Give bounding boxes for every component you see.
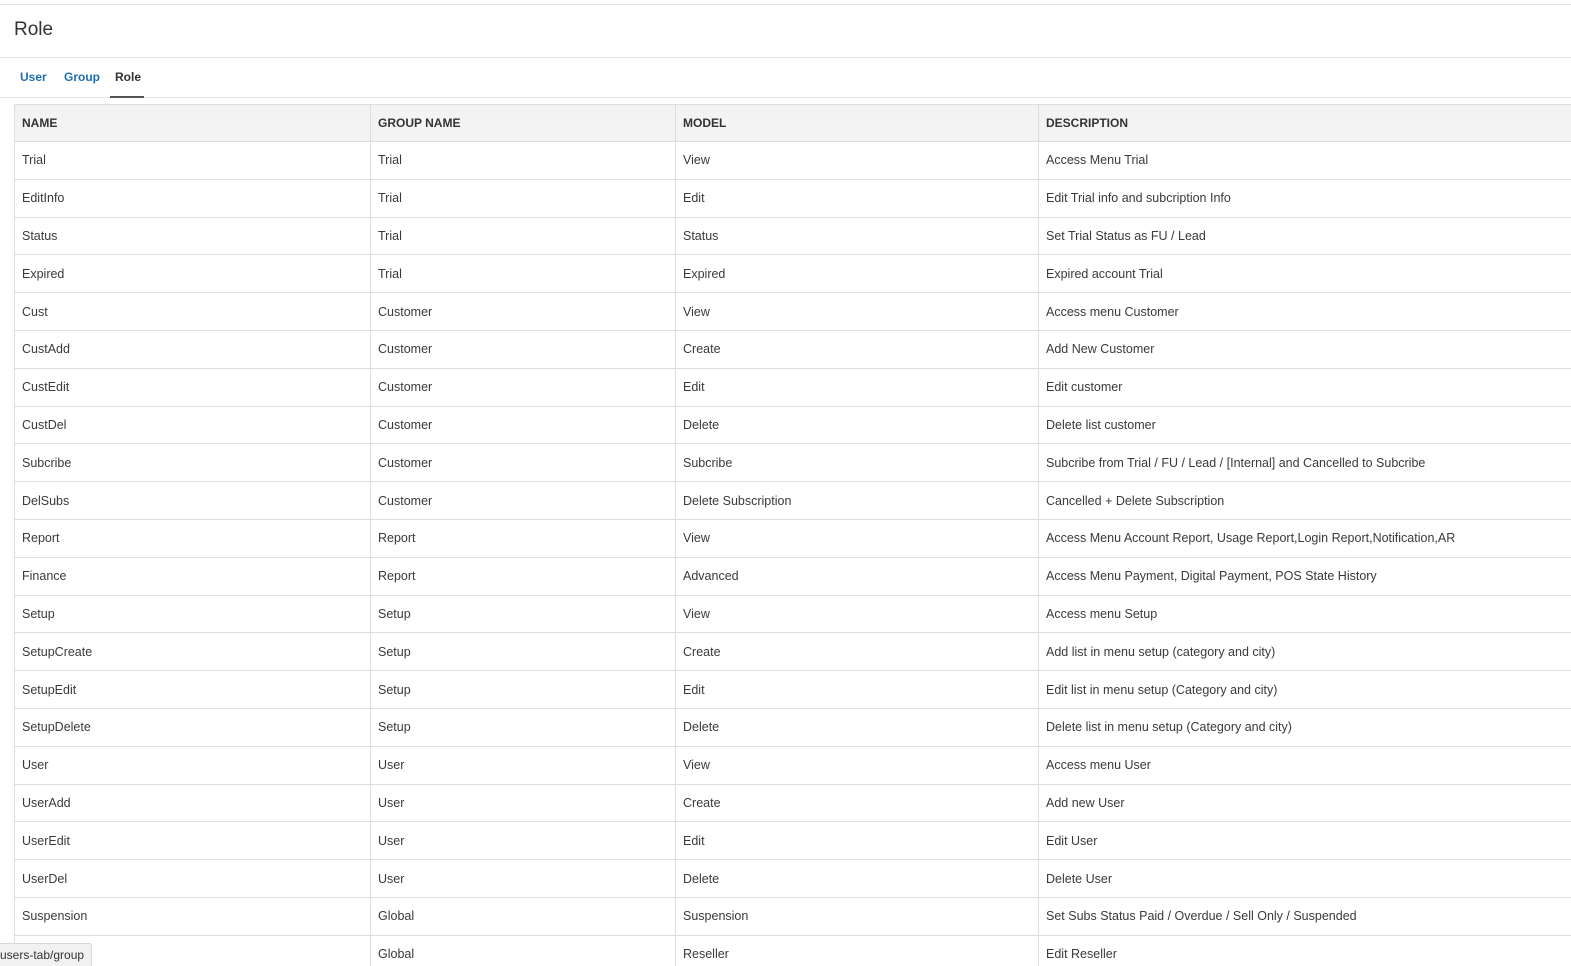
table-row[interactable] (15, 860, 1571, 898)
cell-description: Access menu Customer (1039, 293, 1571, 331)
cell-model: Subcribe (676, 444, 1039, 482)
column-header-name[interactable]: NAME (15, 105, 371, 142)
cell-model: View (676, 519, 1039, 557)
table-header-row (15, 105, 1571, 142)
tab-role[interactable]: Role (110, 59, 144, 98)
cell-description: Set Subs Status Paid / Overdue / Sell Only / Suspended (1039, 897, 1571, 935)
cell-name: DelSubs (15, 482, 371, 520)
cell-name: Trial (15, 142, 371, 180)
cell-description: Edit list in menu setup (Category and city) (1039, 671, 1571, 709)
cell-name: Finance (15, 557, 371, 595)
cell-description: Edit Trial info and subcription Info (1039, 179, 1571, 217)
role-table (14, 104, 1571, 966)
table-row[interactable] (15, 179, 1571, 217)
cell-model: View (676, 746, 1039, 784)
cell-name: Subcribe (15, 444, 371, 482)
tab-bar (0, 59, 1571, 98)
cell-model: View (676, 142, 1039, 180)
cell-description: Cancelled + Delete Subscription (1039, 482, 1571, 520)
cell-model: Delete Subscription (676, 482, 1039, 520)
cell-group-name: User (371, 784, 676, 822)
cell-name: CustEdit (15, 368, 371, 406)
table-row[interactable] (15, 897, 1571, 935)
cell-model: Delete (676, 860, 1039, 898)
cell-description: Subcribe from Trial / FU / Lead / [Internal] and Cancelled to Subcribe (1039, 444, 1571, 482)
table-row[interactable] (15, 935, 1571, 966)
cell-description: Access Menu Payment, Digital Payment, POS State History (1039, 557, 1571, 595)
cell-model: Edit (676, 179, 1039, 217)
cell-group-name: Customer (371, 368, 676, 406)
table-body (15, 142, 1571, 966)
cell-name: Expired (15, 255, 371, 293)
cell-description: Access menu Setup (1039, 595, 1571, 633)
cell-name: CustAdd (15, 330, 371, 368)
cell-group-name: Trial (371, 217, 676, 255)
cell-description: Delete list in menu setup (Category and city) (1039, 708, 1571, 746)
cell-name: EditInfo (15, 179, 371, 217)
page-title: Role (14, 19, 54, 40)
cell-model: Expired (676, 255, 1039, 293)
column-header-model[interactable]: MODEL (676, 105, 1039, 142)
cell-description: Edit Reseller (1039, 935, 1571, 966)
cell-model: Edit (676, 671, 1039, 709)
cell-model: Create (676, 784, 1039, 822)
table-row[interactable] (15, 595, 1571, 633)
cell-group-name: Trial (371, 142, 676, 180)
tab-user[interactable]: User (20, 70, 47, 84)
cell-description: Edit User (1039, 822, 1571, 860)
cell-name: User (15, 746, 371, 784)
cell-group-name: Trial (371, 255, 676, 293)
cell-group-name: Customer (371, 482, 676, 520)
cell-group-name: Setup (371, 708, 676, 746)
cell-group-name: Setup (371, 595, 676, 633)
cell-group-name: Trial (371, 179, 676, 217)
column-header-group-name[interactable]: GROUP NAME (371, 105, 676, 142)
table-row[interactable] (15, 255, 1571, 293)
cell-name: SetupCreate (15, 633, 371, 671)
table-row[interactable] (15, 217, 1571, 255)
cell-model: Reseller (676, 935, 1039, 966)
cell-description: Add New Customer (1039, 330, 1571, 368)
cell-description: Access Menu Trial (1039, 142, 1571, 180)
cell-name: CustDel (15, 406, 371, 444)
cell-name: Report (15, 519, 371, 557)
status-bar-url: users-tab/group (0, 943, 92, 966)
table-row[interactable] (15, 519, 1571, 557)
cell-name: Status (15, 217, 371, 255)
table-row[interactable] (15, 444, 1571, 482)
cell-description: Edit customer (1039, 368, 1571, 406)
cell-model: Advanced (676, 557, 1039, 595)
table-row[interactable] (15, 746, 1571, 784)
table-row[interactable] (15, 671, 1571, 709)
cell-group-name: User (371, 860, 676, 898)
table-row[interactable] (15, 822, 1571, 860)
cell-model: Create (676, 633, 1039, 671)
table-row[interactable] (15, 784, 1571, 822)
table-row[interactable] (15, 293, 1571, 331)
tab-group[interactable]: Group (64, 70, 100, 84)
table-row[interactable] (15, 406, 1571, 444)
table-row[interactable] (15, 708, 1571, 746)
cell-group-name: Customer (371, 330, 676, 368)
cell-group-name: User (371, 822, 676, 860)
cell-group-name: Setup (371, 633, 676, 671)
column-header-description[interactable]: DESCRIPTION (1039, 105, 1571, 142)
cell-description: Delete list customer (1039, 406, 1571, 444)
cell-group-name: Setup (371, 671, 676, 709)
cell-name: UserEdit (15, 822, 371, 860)
cell-model: Edit (676, 822, 1039, 860)
table-row[interactable] (15, 368, 1571, 406)
cell-group-name: Customer (371, 406, 676, 444)
cell-description: Add new User (1039, 784, 1571, 822)
cell-group-name: Customer (371, 293, 676, 331)
role-table-container (14, 104, 1571, 966)
cell-group-name: Global (371, 935, 676, 966)
cell-name: Setup (15, 595, 371, 633)
cell-group-name: User (371, 746, 676, 784)
table-row[interactable] (15, 482, 1571, 520)
cell-group-name: Customer (371, 444, 676, 482)
cell-group-name: Global (371, 897, 676, 935)
cell-name: Cust (15, 293, 371, 331)
cell-model: View (676, 293, 1039, 331)
cell-model: Delete (676, 406, 1039, 444)
cell-model: Delete (676, 708, 1039, 746)
cell-description: Set Trial Status as FU / Lead (1039, 217, 1571, 255)
page-header (0, 5, 1571, 58)
cell-group-name: Report (371, 519, 676, 557)
cell-name: SetupDelete (15, 708, 371, 746)
cell-description: Delete User (1039, 860, 1571, 898)
table-row[interactable] (15, 330, 1571, 368)
table-row[interactable] (15, 142, 1571, 180)
cell-description: Access menu User (1039, 746, 1571, 784)
cell-model: Create (676, 330, 1039, 368)
cell-name: Suspension (15, 897, 371, 935)
cell-description: Access Menu Account Report, Usage Report,Login Report,Notification,AR (1039, 519, 1571, 557)
cell-group-name: Report (371, 557, 676, 595)
table-row[interactable] (15, 557, 1571, 595)
cell-name: UserDel (15, 860, 371, 898)
table-row[interactable] (15, 633, 1571, 671)
cell-model: Edit (676, 368, 1039, 406)
cell-description: Add list in menu setup (category and city) (1039, 633, 1571, 671)
cell-name: SetupEdit (15, 671, 371, 709)
cell-model: Status (676, 217, 1039, 255)
cell-model: Suspension (676, 897, 1039, 935)
cell-model: View (676, 595, 1039, 633)
cell-name: UserAdd (15, 784, 371, 822)
cell-description: Expired account Trial (1039, 255, 1571, 293)
